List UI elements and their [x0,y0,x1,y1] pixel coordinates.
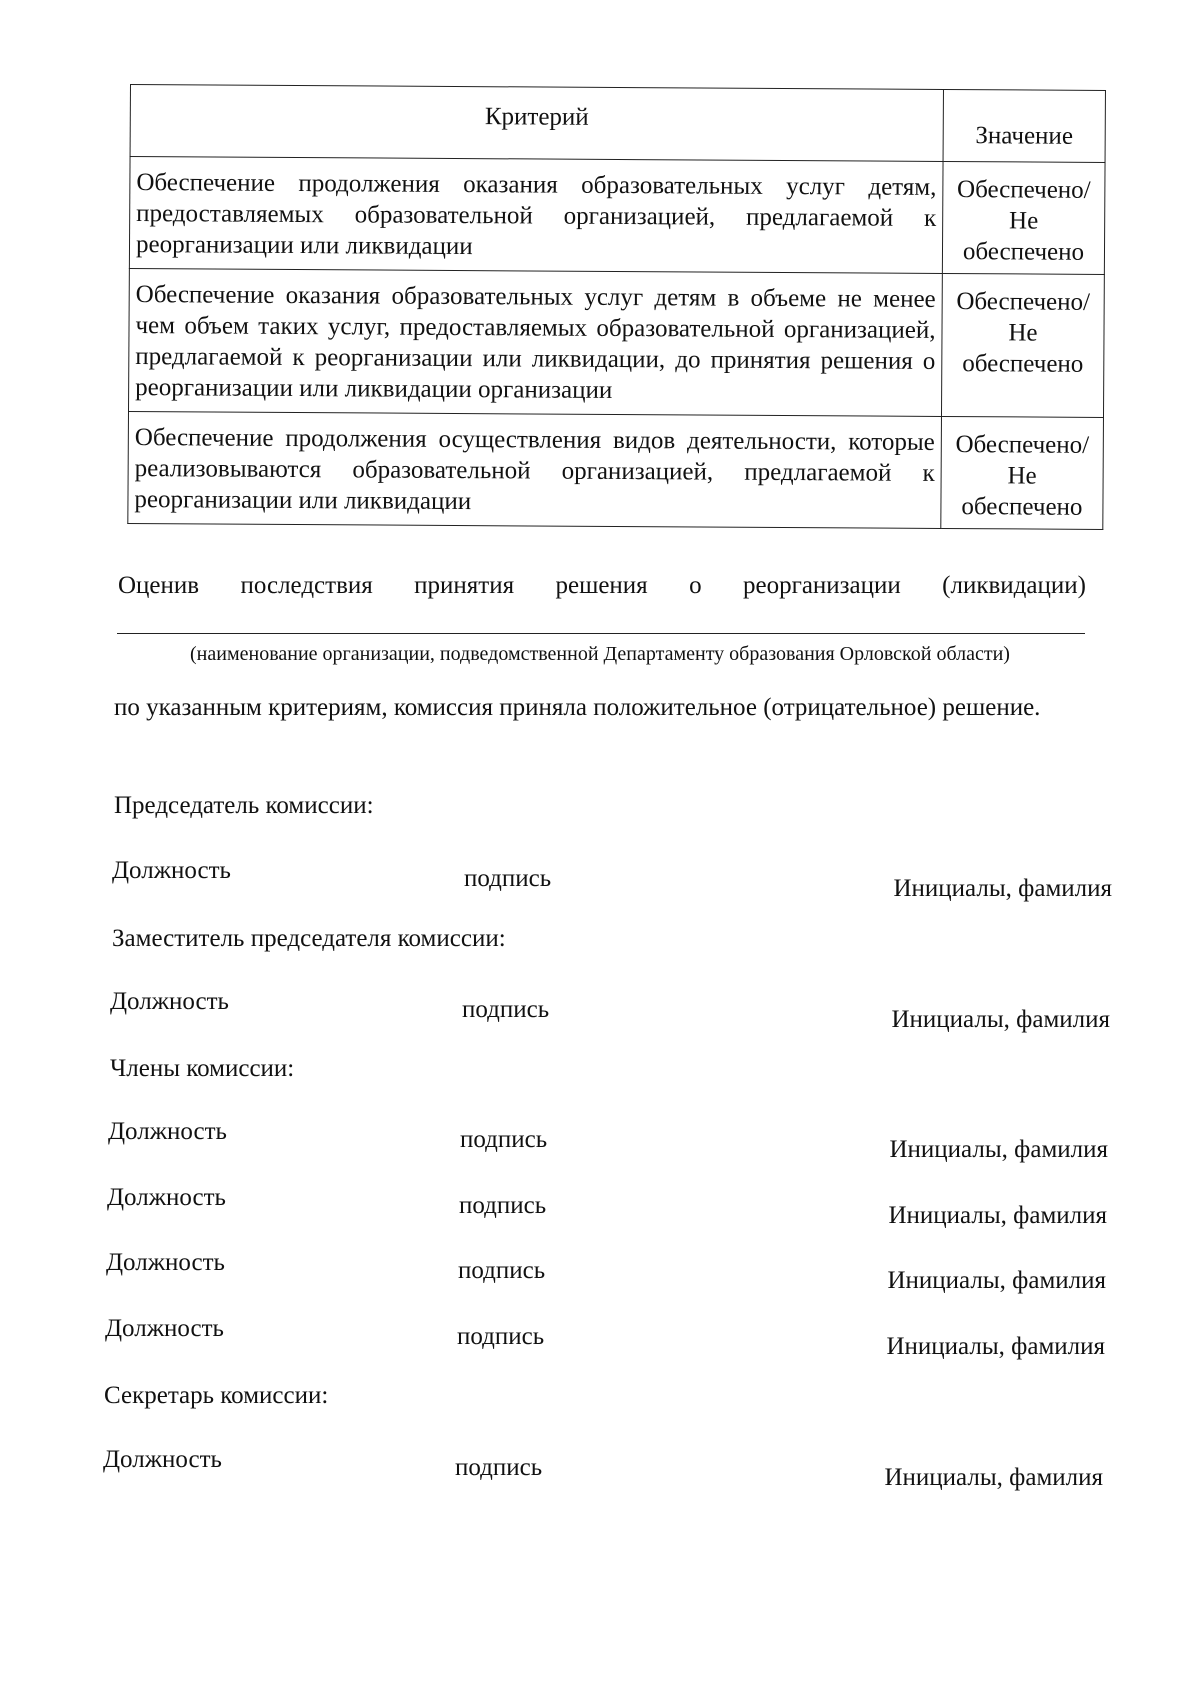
members-title: Члены комиссии: [110,1055,295,1082]
name-label: Инициалы, фамилия [887,1267,1106,1294]
name-label: Инициалы, фамилия [893,875,1112,902]
value-line: Обеспечено/ [956,288,1091,316]
signature-row [106,1249,1106,1294]
signature-label: подпись [459,1192,547,1219]
position-label: Должность [103,1446,222,1473]
position-label: Должность [108,1118,227,1145]
signature-label: подпись [464,865,552,892]
conclusion-paragraph: по указанным критериям, комиссия приняла положительное (отрицательное) решение. [114,694,1041,721]
position-label: Должность [107,1184,226,1211]
deputy-title: Заместитель председателя комиссии: [112,925,506,952]
assessment-intro [118,572,1086,600]
position-label: Должность [112,857,231,884]
signature-label: подпись [462,996,550,1023]
signature-label: подпись [458,1257,546,1284]
chairman-title: Председатель комиссии: [114,792,374,819]
criteria-table [127,84,1106,530]
value-cell [942,161,1105,274]
name-label: Инициалы, фамилия [891,1006,1110,1033]
intro-word: Оценив [118,572,200,599]
intro-word: реорганизации [742,572,901,599]
value-line: Обеспечено/ [956,176,1091,204]
organization-caption: (наименование организации, подведомственной Департаменту образования Орловской области) [190,643,1010,665]
value-column-header: Значение [943,89,1105,162]
intro-word: принятия [414,572,515,599]
name-label: Инициалы, фамилия [889,1136,1108,1163]
intro-word: о [689,572,702,599]
secretary-title: Секретарь комиссии: [104,1382,329,1409]
signature-row [105,1315,1105,1360]
signature-row [108,1118,1108,1163]
position-label: Должность [110,988,229,1015]
signature-label: подпись [455,1454,543,1481]
table-header-row [130,85,1105,163]
criterion-cell: Обеспечение продолжения оказания образовательных услуг детям, предоставляемых образовательной организацией, предлагаемой к реорганизации или ликвидации [129,157,943,274]
table-row [128,268,1104,417]
name-label: Инициалы, фамилия [886,1333,1105,1360]
name-label: Инициалы, фамилия [888,1202,1107,1229]
value-line: Не [1008,319,1038,347]
value-line: Обеспечено/ [955,431,1090,459]
value-line: обеспечено [962,238,1085,266]
value-line: Не [1007,462,1037,490]
signature-row [110,988,1110,1033]
value-line: обеспечено [962,350,1084,378]
position-label: Должность [106,1249,225,1276]
value-line: Не [1009,207,1039,235]
intro-word: решения [555,572,648,599]
organization-blank-line [117,633,1085,634]
criterion-cell: Обеспечение оказания образовательных услуг детям в объеме не менее чем объем таких услуг, предоставляемых образовательной организацией, предлагаемой к реорганизации или ликвидации, до принятия решения о реорганизации или ликвидации организации [128,268,942,416]
criterion-column-header: Критерий [130,85,943,162]
signature-row [112,857,1112,902]
value-cell [941,416,1104,529]
signature-label: подпись [457,1323,545,1350]
signature-label: подпись [460,1126,548,1153]
signature-row [103,1446,1103,1491]
position-label: Должность [105,1315,224,1342]
table-row [128,411,1104,529]
intro-word: (ликвидации) [942,572,1086,599]
intro-word: последствия [240,572,373,599]
value-cell [941,273,1104,417]
name-label: Инициалы, фамилия [884,1464,1103,1491]
signature-row [107,1184,1107,1229]
value-line: обеспечено [961,493,1083,521]
table-row [129,157,1105,275]
criterion-cell: Обеспечение продолжения осуществления видов деятельности, которые реализовываются образовательной организацией, предлагаемой к реорганизации или ликвидации [128,411,942,528]
